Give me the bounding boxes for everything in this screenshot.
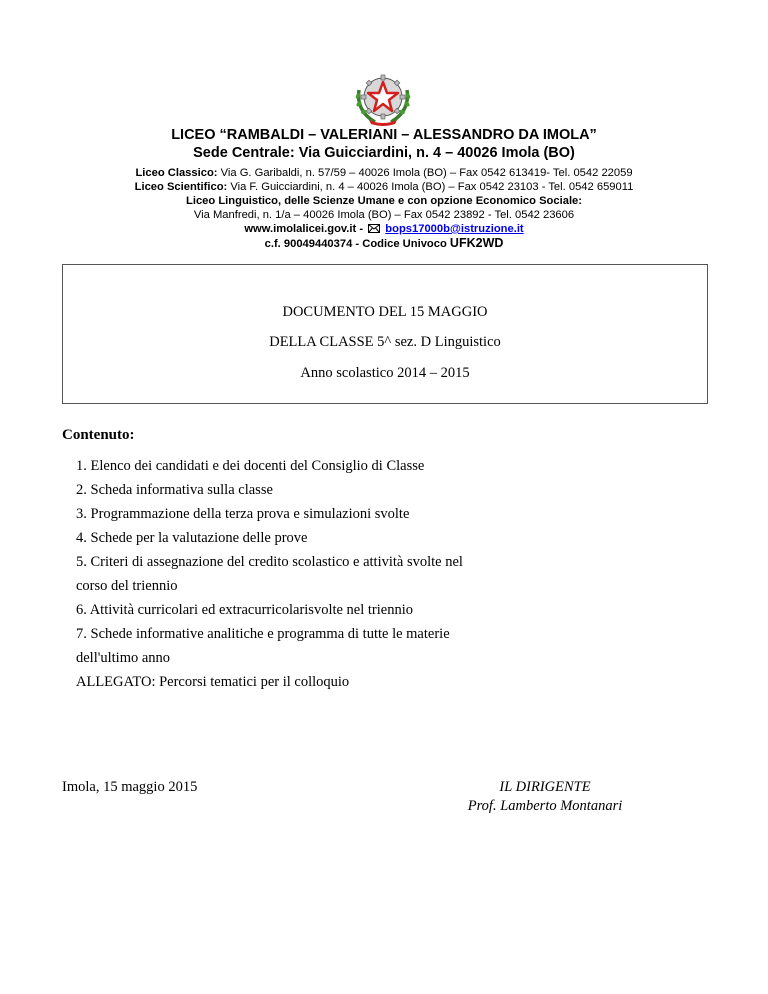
contents-attachment: ALLEGATO: Percorsi tematici per il colloquio: [76, 674, 350, 690]
liceo-classico-label: Liceo Classico:: [135, 167, 218, 179]
website-link[interactable]: www.imolalicei.gov.it -: [244, 223, 367, 235]
unique-code: UFK2WD: [449, 236, 504, 250]
contents-item: 4. Schede per la valutazione delle prove: [76, 530, 308, 546]
liceo-linguistico-address: Via Manfredi, n. 1/a – 40026 Imola (BO) – Fax 0542 23892 - Tel. 0542 23606: [193, 209, 575, 221]
liceo-scientifico-label: Liceo Scientifico:: [134, 181, 228, 193]
liceo-scientifico-address: Via F. Guicciardini, n. 4 – 40026 Imola (BO) – Fax 0542 23103 - Tel. 0542 659011: [227, 181, 634, 193]
contents-item-continuation: corso del triennio: [76, 578, 178, 594]
italian-republic-emblem-icon: [351, 70, 415, 128]
contents-item-continuation: dell'ultimo anno: [76, 650, 171, 666]
document-title-box: [62, 264, 708, 404]
liceo-classico-line: [0, 166, 768, 180]
contents-item: 5. Criteri di assegnazione del credito scolastico e attività svolte nel: [76, 554, 463, 570]
contents-item: 7. Schede informative analitiche e programma di tutte le materie: [76, 626, 450, 642]
contents-item: 1. Elenco dei candidati e dei docenti del Consiglio di Classe: [76, 458, 425, 474]
liceo-classico-address: Via G. Garibaldi, n. 57/59 – 40026 Imola (BO) – Fax 0542 613419- Tel. 0542 22059: [217, 167, 633, 179]
contents-heading: Contenuto:: [62, 427, 135, 443]
school-year: Anno scolastico 2014 – 2015: [300, 365, 470, 381]
fiscal-code-line: [0, 236, 768, 251]
contents-item: 3. Programmazione della terza prova e simulazioni svolte: [76, 506, 410, 522]
class-label: DELLA CLASSE 5^ sez. D Linguistico: [269, 334, 501, 350]
liceo-linguistico-line: Liceo Linguistico, delle Scienze Umane e con opzione Economico Sociale:: [186, 195, 582, 207]
school-seat: Sede Centrale: Via Guicciardini, n. 4 – 40026 Imola (BO): [193, 145, 575, 161]
signatory-name: Prof. Lamberto Montanari: [467, 798, 623, 814]
fiscal-code-text: c.f. 90049440374 - Codice Univoco: [264, 238, 450, 250]
contact-line: [0, 222, 768, 236]
school-name: LICEO “RAMBALDI – VALERIANI – ALESSANDRO DA IMOLA”: [171, 127, 597, 143]
signatory-role: IL DIRIGENTE: [499, 779, 591, 795]
contents-item: 6. Attività curricolari ed extracurricolarisvolte nel triennio: [76, 602, 413, 618]
document-title: DOCUMENTO DEL 15 MAGGIO: [282, 304, 488, 320]
email-link[interactable]: bops17000b@istruzione.it: [385, 223, 524, 235]
place-and-date: Imola, 15 maggio 2015: [62, 779, 198, 795]
contents-item: 2. Scheda informativa sulla classe: [76, 482, 273, 498]
envelope-icon: [368, 224, 380, 233]
liceo-scientifico-line: [0, 180, 768, 194]
